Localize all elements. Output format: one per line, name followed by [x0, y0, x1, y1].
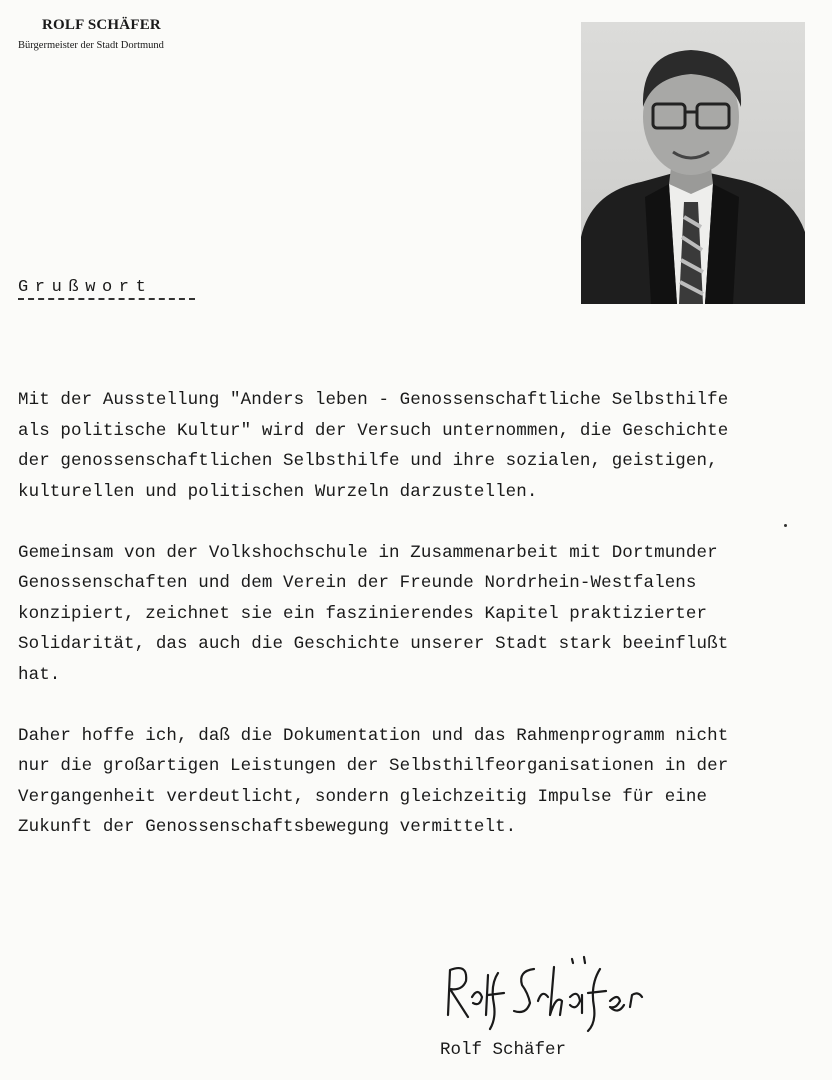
- text-line: Daher hoffe ich, daß die Dokumentation und das Rahmenprogramm nicht: [18, 725, 729, 746]
- heading-underline: [18, 298, 195, 300]
- text-line: hat.: [18, 664, 61, 685]
- text-line: Vergangenheit verdeutlicht, sondern gleichzeitig Impulse für eine: [18, 786, 708, 807]
- text-line: Gemeinsam von der Volkshochschule in Zusammenarbeit mit Dortmunder: [18, 542, 718, 563]
- paragraph-1: [18, 385, 818, 507]
- text-line: nur die großartigen Leistungen der Selbsthilfeorganisationen in der: [18, 756, 729, 776]
- text-line: konzipiert, zeichnet sie ein faszinierendes Kapitel praktizierter: [18, 603, 708, 624]
- text-line: Genossenschaften und dem Verein der Freunde Nordrhein-Westfalens: [18, 573, 697, 593]
- paragraph-2: [18, 538, 818, 691]
- portrait-photo: [581, 22, 805, 304]
- author-role: Bürgermeister der Stadt Dortmund: [18, 40, 164, 51]
- text-line: kulturellen und politischen Wurzeln darzustellen.: [18, 481, 538, 502]
- text-line: Mit der Ausstellung "Anders leben - Genossenschaftliche Selbsthilfe: [18, 390, 729, 410]
- text-line: Solidarität, das auch die Geschichte unserer Stadt stark beeinflußt: [18, 634, 729, 654]
- text-line: Zukunft der Genossenschaftsbewegung vermittelt.: [18, 817, 517, 837]
- author-name: ROLF SCHÄFER: [42, 17, 161, 33]
- paragraph-3: [18, 721, 818, 843]
- handwritten-signature: [438, 945, 678, 1040]
- text-line: der genossenschaftlichen Selbsthilfe und ihre sozialen, geistigen,: [18, 451, 718, 471]
- typed-name: Rolf Schäfer: [440, 1040, 567, 1060]
- stray-mark: [784, 524, 787, 527]
- body-text: [18, 385, 818, 873]
- heading: Grußwort: [18, 278, 153, 297]
- text-line: als politische Kultur" wird der Versuch unternommen, die Geschichte: [18, 420, 729, 441]
